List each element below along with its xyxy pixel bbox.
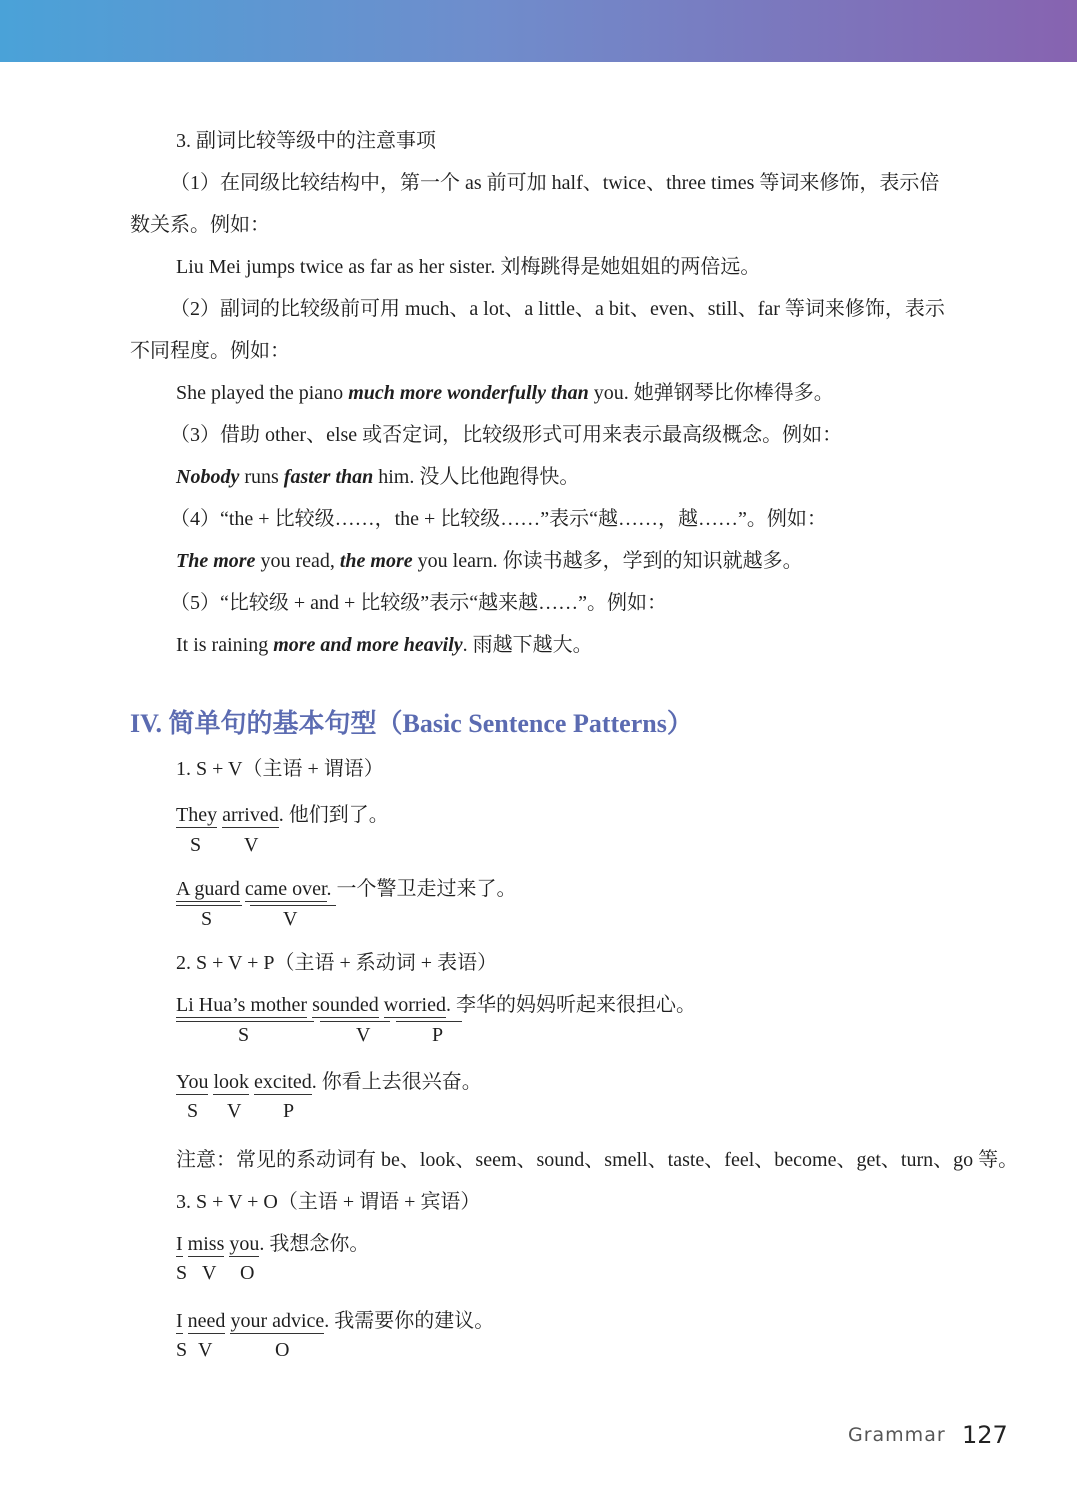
label-v: V [227, 1100, 242, 1122]
pattern-3-example-2: I need your advice. 我需要你的建议。 [176, 1310, 495, 1332]
rule-5: （5）“比较级 + and + 比较级”表示“越来越……”。例如： [170, 592, 667, 614]
label-o: O [240, 1262, 255, 1284]
pattern-3-title: 3. S + V + O（主语 + 谓语 + 宾语） [176, 1191, 481, 1213]
label-s: S [238, 1024, 250, 1046]
label-v: V [202, 1262, 217, 1284]
subsection-title: 3. 副词比较等级中的注意事项 [176, 130, 436, 152]
bracket-line [176, 1021, 314, 1022]
example-4: The more you read, the more you learn. 你读书越多，学到的知识就越多。 [176, 550, 803, 572]
rule-1-line-2: 数关系。例如： [130, 214, 270, 236]
header-color-bar [0, 0, 1077, 62]
bracket-line [320, 1021, 390, 1022]
rule-1-line-1: （1）在同级比较结构中，第一个 as 前可加 half、twice、three times 等词来修饰，表示倍 [170, 172, 940, 194]
label-s: S [187, 1100, 199, 1122]
pattern-2-title: 2. S + V + P（主语 + 系动词 + 表语） [176, 952, 498, 974]
example-2: She played the piano much more wonderfully than you. 她弹钢琴比你棒得多。 [176, 382, 834, 404]
example-3: Nobody runs faster than him. 没人比他跑得快。 [176, 466, 580, 488]
label-o: O [275, 1339, 290, 1361]
section-heading: IV. 简单句的基本句型（Basic Sentence Patterns） [130, 709, 693, 738]
bracket-line [396, 1021, 462, 1022]
label-p: P [283, 1100, 295, 1122]
pattern-2-example-1: Li Hua’s mother sounded worried. 李华的妈妈听起来很担心。 [176, 994, 696, 1016]
footer-section-label: Grammar [848, 1424, 946, 1446]
example-5: It is raining more and more heavily. 雨越下越大。 [176, 634, 593, 656]
bracket-line [176, 905, 242, 906]
rule-4: （4）“the + 比较级……，the + 比较级……”表示“越……，越……”。例如： [170, 508, 827, 530]
label-s: S [190, 834, 202, 856]
label-s: S [176, 1262, 188, 1284]
pattern-2-example-2: You look excited. 你看上去很兴奋。 [176, 1071, 482, 1093]
example-1: Liu Mei jumps twice as far as her sister. 刘梅跳得是她姐姐的两倍远。 [176, 256, 761, 278]
pattern-3-example-1: I miss you. 我想念你。 [176, 1233, 370, 1255]
label-v: V [198, 1339, 213, 1361]
label-s: S [201, 908, 213, 930]
label-v: V [356, 1024, 371, 1046]
label-p: P [432, 1024, 444, 1046]
bracket-line [250, 905, 336, 906]
label-s: S [176, 1339, 188, 1361]
rule-2-line-1: （2）副词的比较级前可用 much、a lot、a little、a bit、even、still、far 等词来修饰，表示 [170, 298, 945, 320]
pattern-1-title: 1. S + V（主语 + 谓语） [176, 758, 384, 780]
label-v: V [244, 834, 259, 856]
rule-2-line-2: 不同程度。例如： [130, 340, 290, 362]
pattern-1-example-2: A guard came over. 一个警卫走过来了。 [176, 878, 517, 900]
pattern-1-example-1: They arrived. 他们到了。 [176, 804, 389, 826]
rule-3: （3）借助 other、else 或否定词，比较级形式可用来表示最高级概念。例如： [170, 424, 843, 446]
linking-verbs-note: 注意：常见的系动词有 be、look、seem、sound、smell、taste、feel、become、get、turn、go 等。 [176, 1149, 1019, 1171]
label-v: V [283, 908, 298, 930]
page-number: 127 [962, 1421, 1008, 1449]
